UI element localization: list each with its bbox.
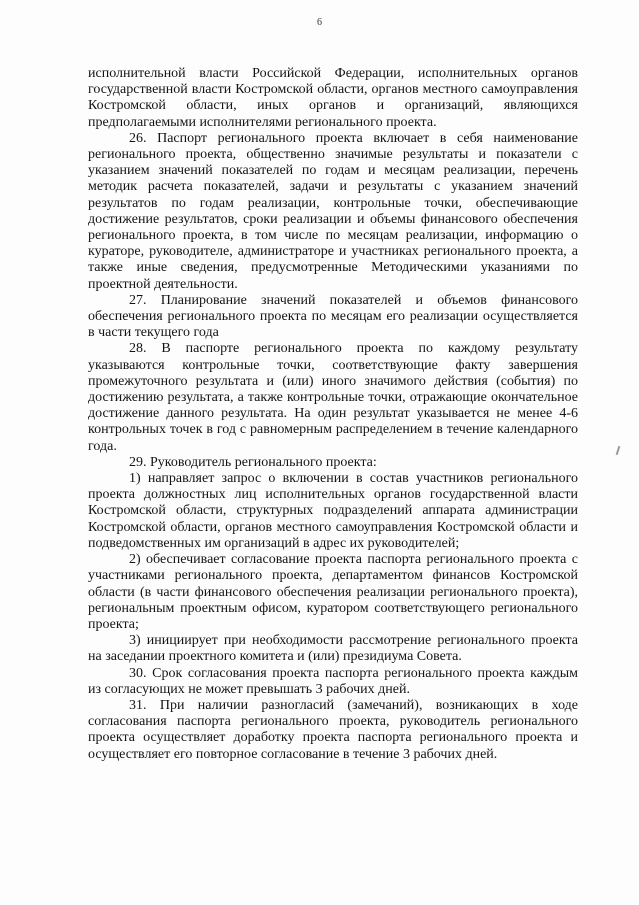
document-body [88, 66, 578, 763]
paragraph-30: 30. Срок согласования проекта паспорта регионального проекта каждым из согласующих не может превышать 3 рабочих дней. [88, 665, 578, 697]
scan-artifact-mark [616, 446, 621, 455]
paragraph-continuation: исполнительной власти Российской Федерации, исполнительных органов государственной власти Костромской области, органов местного самоуправления Костромской области, иных органов и организаций, являющихся предполагаемыми исполнителями регионального проекта. [88, 66, 578, 130]
page-number: 6 [317, 17, 322, 28]
paragraph-29-item-1: 1) направляет запрос о включении в состав участников регионального проекта должностных лиц исполнительных органов государственной власти Костромской области, структурных подразделений аппарата администрации Костромской области, органов местного самоуправления Костромской области и подведомственных им организаций в адрес их руководителей; [88, 471, 578, 551]
paragraph-26: 26. Паспорт регионального проекта включает в себя наименование регионального проекта, общественно значимые результаты и показатели с указанием значений показателей по годам и месяцам реализации, перечень методик расчета показателей, задачи и результаты с указанием значений результатов по годам реализации, контрольные точки, обеспечивающие достижение результатов, сроки реализации и объемы финансового обеспечения регионального проекта, в том числе по месяцам реализации, информацию о кураторе, руководителе, администраторе и участниках регионального проекта, а также иные сведения, предусмотренные Методическими указаниями по проектной деятельности. [88, 130, 578, 292]
paragraph-29-item-2: 2) обеспечивает согласование проекта паспорта регионального проекта с участниками регионального проекта, департаментом финансов Костромской области (в части финансового обеспечения реализации регионального проекта), региональным проектным офисом, куратором соответствующего регионального проекта; [88, 552, 578, 632]
paragraph-29-item-3: 3) инициирует при необходимости рассмотрение регионального проекта на заседании проектного комитета и (или) президиума Совета. [88, 633, 578, 665]
paragraph-31: 31. При наличии разногласий (замечаний), возникающих в ходе согласования паспорта регионального проекта, руководитель регионального проекта осуществляет доработку проекта паспорта регионального проекта и осуществляет его повторное согласование в течение 3 рабочих дней. [88, 697, 578, 762]
paragraph-27: 27. Планирование значений показателей и объемов финансового обеспечения регионального проекта по месяцам его реализации осуществляется в части текущего года [88, 292, 578, 341]
paragraph-28: 28. В паспорте регионального проекта по каждому результату указываются контрольные точки, соответствующие факту завершения промежуточного результата и (или) иного значимого действия (события) по достижению результата, а также контрольные точки, отражающие окончательное достижение данного результата. На один результат указывается не менее 4-6 контрольных точек в год с равномерным распределением в течение календарного года. [88, 341, 578, 454]
paragraph-29: 29. Руководитель регионального проекта: [129, 454, 377, 470]
